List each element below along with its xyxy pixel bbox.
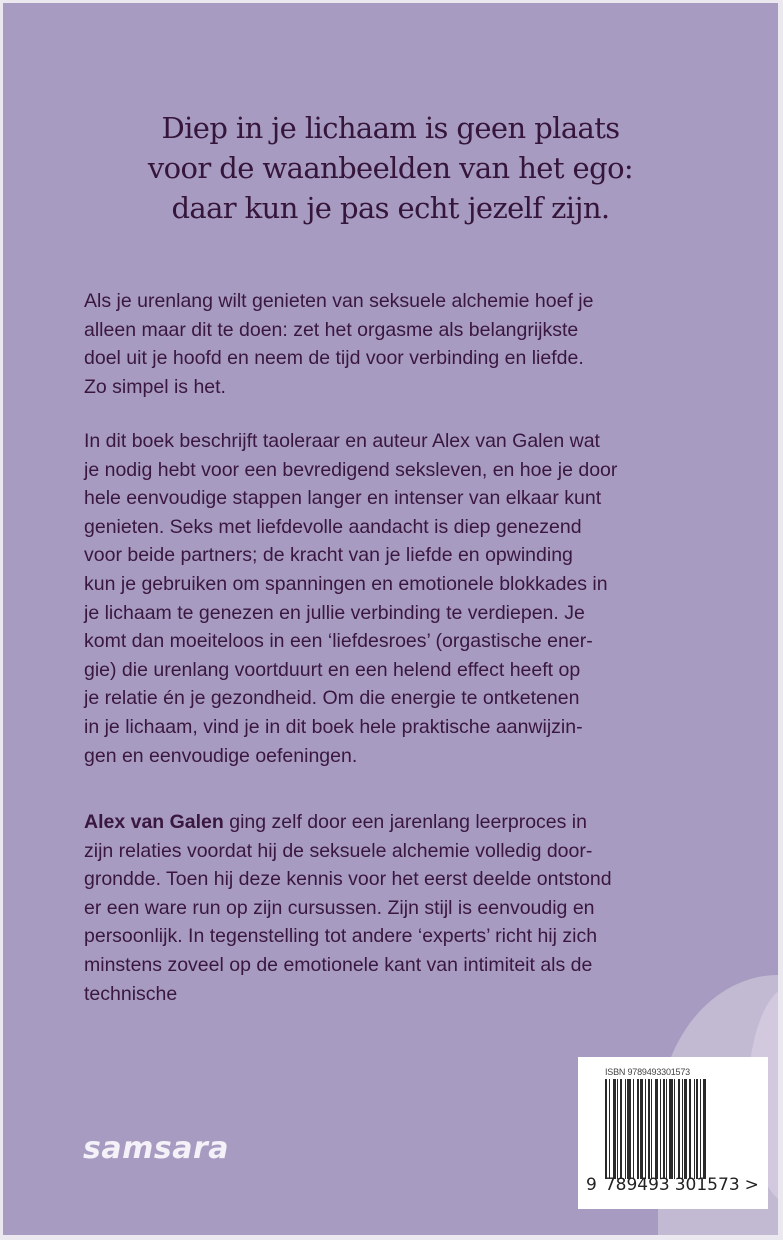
text-line: doel uit je hoofd en neem de tijd voor verbinding en liefde. <box>84 347 584 370</box>
cover-quote <box>3 108 778 228</box>
text-line: persoonlijk. In tegenstelling tot andere ‘experts’ richt hij zich <box>84 925 598 948</box>
text-line: technische <box>84 982 178 1005</box>
ean-group-1: 789493 <box>604 1175 670 1195</box>
blurb-paragraph-description <box>84 427 734 770</box>
text-line: grondde. Toen hij deze kennis voor het eerst deelde ontstond <box>84 868 612 891</box>
text-line: genieten. Seks met liefdevolle aandacht is diep genezend <box>84 515 582 538</box>
ean-group-2: 301573 <box>674 1175 740 1195</box>
text-line: In dit boek beschrijft taoleraar en auteur Alex van Galen wat <box>84 430 600 452</box>
text-line: gie) die urenlang voortduurt en een helend effect heeft op <box>84 658 581 681</box>
author-name: Alex van Galen <box>84 811 224 833</box>
text-line: er een ware run op zijn cursussen. Zijn stijl is eenvoudig en <box>84 896 595 919</box>
publisher-logo: samsara <box>83 1131 229 1166</box>
blurb-paragraph-author-bio <box>84 808 734 1008</box>
blurb-paragraph-intro <box>84 287 734 401</box>
text-line: je relatie én je gezondheid. Om die energie te ontketenen <box>84 687 580 710</box>
ean-first-digit: 9 <box>586 1175 597 1195</box>
isbn-barcode <box>578 1057 768 1209</box>
text-line: alleen maar dit te doen: zet het orgasme als belangrijkste <box>84 318 579 341</box>
text-line: kun je gebruiken om spanningen en emotionele blokkades in <box>84 572 608 595</box>
quote-line: Diep in je lichaam is geen plaats <box>161 111 620 145</box>
text-line: Als je urenlang wilt genieten van seksuele alchemie hoef je <box>84 290 594 312</box>
text-line: in je lichaam, vind je in dit boek hele praktische aanwijzin- <box>84 715 583 738</box>
text-span: ging zelf door een jarenlang leerproces in <box>223 811 587 833</box>
text-line: komt dan moeiteloos in een ‘liefdesroes’ (orgastische ener- <box>84 630 593 653</box>
text-line: zijn relaties voordat hij de seksuele alchemie volledig door- <box>84 839 593 862</box>
text-line <box>84 808 734 837</box>
text-line: hele eenvoudige stappen langer en intenser van elkaar kunt <box>84 487 602 510</box>
book-back-cover <box>3 3 778 1235</box>
text-line: minstens zoveel op de emotionele kant van intimiteit als de <box>84 953 593 976</box>
text-line: je nodig hebt voor een bevredigend seksleven, en hoe je door <box>84 458 618 481</box>
text-line: Zo simpel is het. <box>84 375 226 398</box>
quote-line: daar kun je pas echt jezelf zijn. <box>171 191 610 225</box>
quote-line: voor de waanbeelden van het ego: <box>147 151 634 185</box>
text-line: gen en eenvoudige oefeningen. <box>84 744 358 767</box>
ean-arrow: > <box>744 1175 759 1195</box>
text-line: je lichaam te genezen en jullie verbinding te verdiepen. Je <box>84 601 585 624</box>
barcode-bars-icon <box>605 1079 735 1179</box>
isbn-label: ISBN 9789493301573 <box>605 1067 690 1077</box>
ean-digits <box>586 1175 759 1195</box>
text-line: voor beide partners; de kracht van je liefde en opwinding <box>84 544 573 567</box>
